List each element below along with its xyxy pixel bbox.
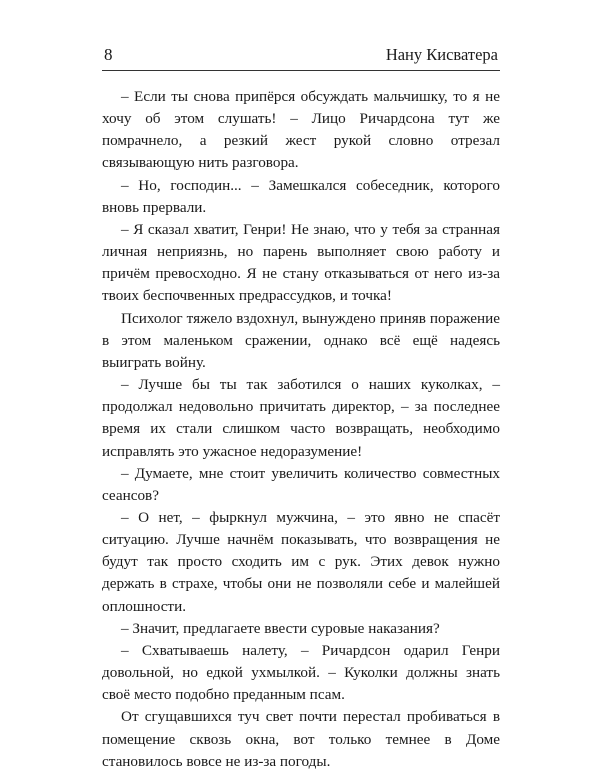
paragraph: – Схватываешь налету, – Ричардсон одарил Генри довольной, но едкой ухмылкой. – Куколки должны знать своё место подобно преданным псам. (102, 641, 500, 704)
paragraph: – Но, господин... – Замешкался собеседник, которого вновь прервали. (102, 176, 500, 216)
paragraph: – Если ты снова припёрся обсуждать мальчишку, то я не хочу об этом слушать! – Лицо Ричардсона тут же помрачнело, а резкий жест рукой словно отрезал связывающую нить разговора. (102, 88, 500, 172)
header-rule (102, 70, 500, 71)
paragraph: – Значит, предлагаете ввести суровые наказания? (121, 619, 440, 637)
paragraph: – Лучше бы ты так заботился о наших куколках, – продолжал недовольно причитать директор, – за последнее время их стали слишком часто возвращать, необходимо исправлять это ужасное недоразумение! (102, 376, 500, 460)
paragraph: – Думаете, мне стоит увеличить количество совместных сеансов? (102, 464, 500, 504)
paragraph: Психолог тяжело вздохнул, вынуждено приняв поражение в этом маленьком сражении, однако всё ещё надеясь выиграть войну. (102, 309, 500, 371)
paragraph: – О нет, – фыркнул мужчина, – это явно не спасёт ситуацию. Лучше начнём показывать, что возвращения не будут так просто сходить им с рук. Этих девок нужно держать в страхе, чтобы они не позволяли себе и малейшей оплошности. (102, 508, 500, 615)
paragraph: От сгущавшихся туч свет почти перестал пробиваться в помещение сквозь окна, вот только темнее в Доме становилось вовсе не из-за погоды. (102, 708, 500, 770)
body-text (102, 86, 500, 773)
running-title: Нану Кисватера (385, 45, 498, 64)
paragraph: – Я сказал хватит, Генри! Не знаю, что у тебя за странная личная неприязнь, но парень выполняет свою работу и причём превосходно. Я не стану отказываться от него из-за твоих беспочвенных предрассудков, и точка! (102, 220, 500, 305)
page-number: 8 (104, 45, 113, 64)
page-header (102, 44, 500, 68)
